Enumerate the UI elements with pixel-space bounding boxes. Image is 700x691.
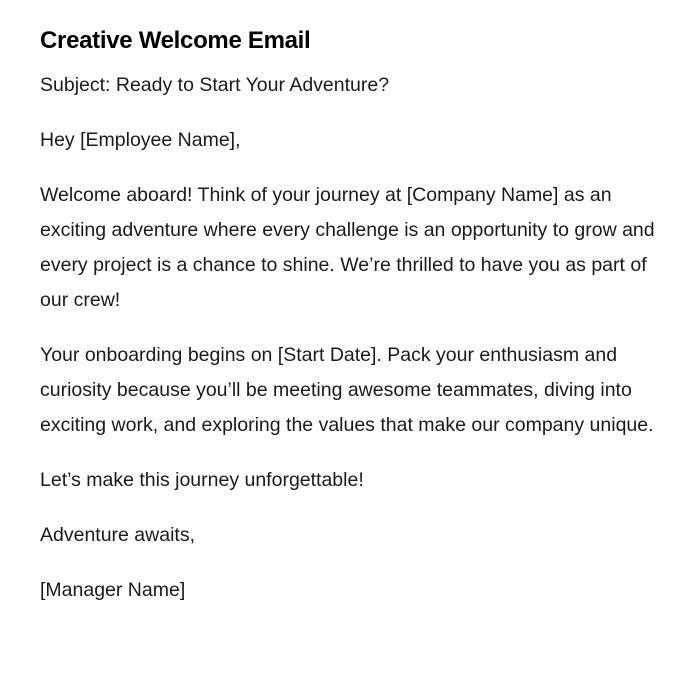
email-subject: Subject: Ready to Start Your Adventure? [40,74,390,96]
email-signature: [Manager Name] [40,579,186,601]
body-paragraph-closing-line: Let’s make this journey unforgettable! [40,469,364,491]
email-closing: Adventure awaits, [40,524,196,546]
document-title: Creative Welcome Email [40,27,311,54]
email-greeting: Hey [Employee Name], [40,129,241,151]
body-paragraph-welcome: Welcome aboard! Think of your journey at [Company Name] as an exciting adventure where every challenge is an opportunity to grow and every project is a chance to shine. We’re thrilled to have you as part of our crew! [40,184,655,311]
email-template-document [40,24,660,608]
body-paragraph-onboarding: Your onboarding begins on [Start Date]. Pack your enthusiasm and curiosity because you’ll be meeting awesome teammates, diving into exciting work, and exploring the values that make our company unique. [40,344,654,436]
